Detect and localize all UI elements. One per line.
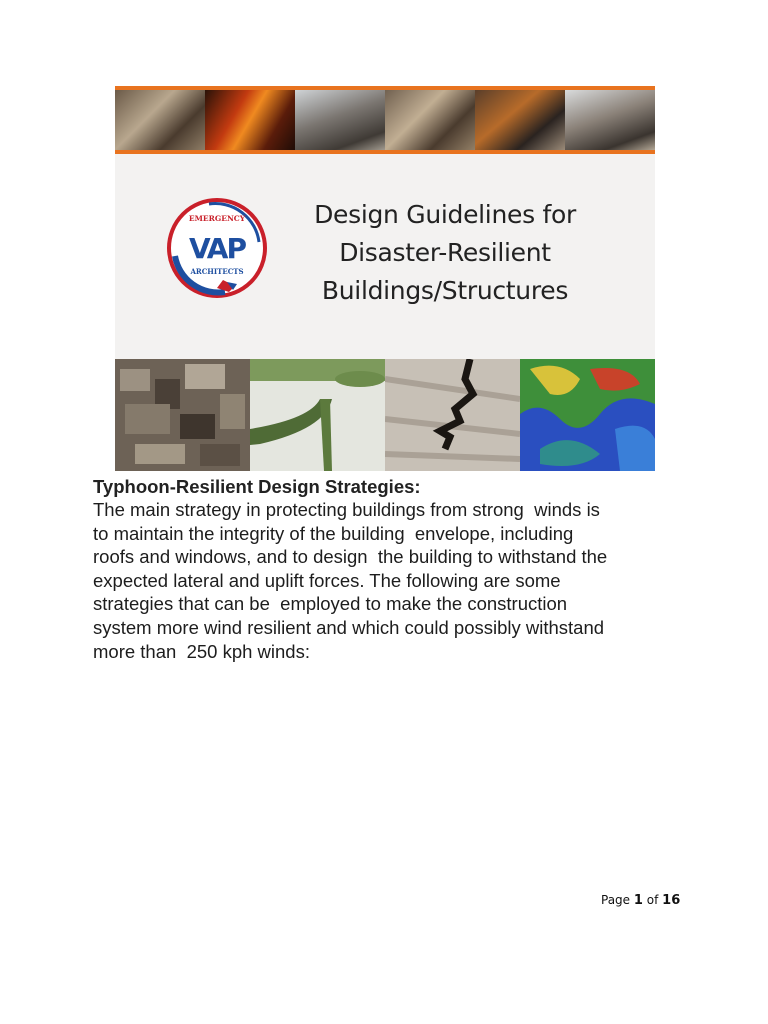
- total-pages: 16: [662, 893, 681, 908]
- street-photo: [295, 90, 385, 150]
- body-line: more than 250 kph winds:: [93, 640, 310, 662]
- svg-text:ARCHITECTS: ARCHITECTS: [190, 267, 244, 276]
- body-line: The main strategy in protecting buildings from strong winds is: [93, 499, 600, 520]
- flood-photo: [385, 90, 475, 150]
- fire-photo: [205, 90, 295, 150]
- cover-image: [115, 86, 655, 471]
- body-line: roofs and windows, and to design the building to withstand the: [93, 546, 608, 568]
- body-paragraph: [93, 498, 683, 663]
- cover-title-panel: [115, 154, 655, 359]
- flood-hazard-map: [520, 359, 655, 471]
- body-line: strategies that can be employed to make the construction: [93, 593, 568, 615]
- street-photo: [565, 90, 655, 150]
- of-word: of: [646, 893, 659, 907]
- body-line: to maintain the integrity of the building envelope, including: [93, 522, 574, 544]
- body-line: expected lateral and uplift forces. The following are some: [93, 569, 561, 591]
- ground-crack-photo: [385, 359, 520, 471]
- cover-title-line: Disaster-Resilient: [339, 238, 551, 267]
- cover-title-line: Design Guidelines for: [314, 200, 576, 229]
- svg-text:EMERGENCY: EMERGENCY: [188, 214, 246, 223]
- disaster-photo-strip-bottom: [115, 359, 655, 471]
- page-number: [601, 893, 680, 908]
- page-word: Page: [601, 893, 631, 907]
- emergency-architects-logo: [165, 196, 269, 300]
- flood-photo: [115, 90, 205, 150]
- disaster-photo-strip-top: [115, 86, 655, 154]
- svg-text:VAP: VAP: [189, 232, 245, 265]
- cover-title-line: Buildings/Structures: [321, 276, 569, 305]
- section-heading: Typhoon-Resilient Design Strategies:: [93, 476, 421, 497]
- flooded-road-photo: [250, 359, 385, 471]
- rescue-photo: [475, 90, 565, 150]
- earthquake-rubble-photo: [115, 359, 250, 471]
- current-page: 1: [633, 893, 643, 908]
- body-line: system more wind resilient and which could possibly withstand: [93, 616, 605, 638]
- cover-title: [275, 196, 615, 310]
